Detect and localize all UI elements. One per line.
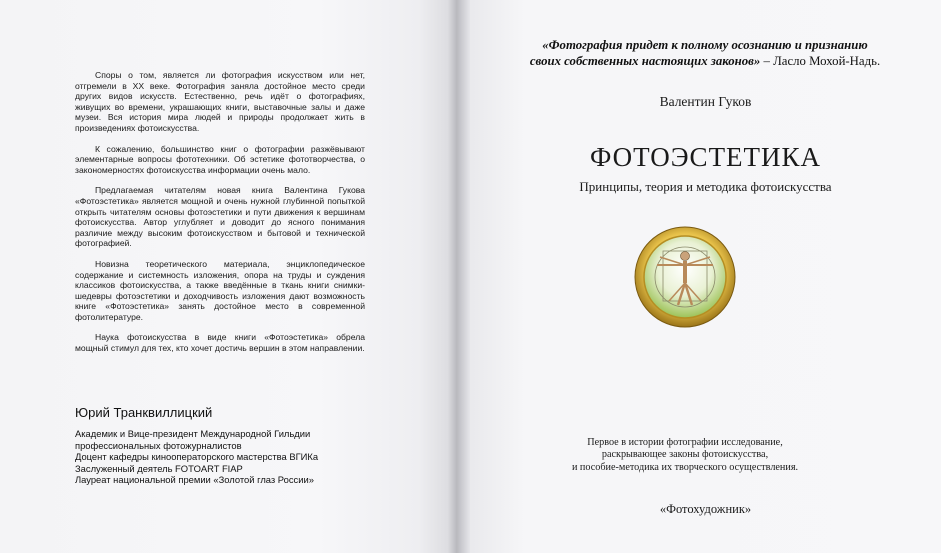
credential-line: Заслуженный деятель FOTOART FIAP (75, 462, 243, 474)
foreword-paragraph: Наука фотоискусства в виде книги «Фотоэстетика» обрела мощный стимул для тех, кто хочет достичь вершин в этом направлении. (75, 332, 365, 354)
credential-line: Доцент кафедры кинооператорского мастерства ВГИКа (75, 451, 319, 463)
blurb-line: Первое в истории фотографии исследование, (587, 437, 783, 448)
foreword-text (75, 70, 365, 364)
foreword-paragraph: Споры о том, является ли фотография искусством или нет, отгремели в XX веке. Фотография заняла достойное место среди других видов искусств. Естественно, речь идёт о фотографиях, живущих во времени, украшающих книги, выставочные залы и даже музеи. Вся история мира людей и природы продолжает жить в произведениях фотоискусства. (75, 70, 365, 133)
book-author: Валентин Гуков (659, 94, 752, 109)
foreword-author-name: Юрий Транквиллицкий (75, 405, 213, 420)
epigraph-attribution: – Ласло Мохой-Надь. (760, 54, 881, 68)
credential-line: Академик и Вице-президент Международной Гильдии (75, 428, 311, 439)
foreword-paragraph: К сожалению, большинство книг о фотографии разжёвывают элементарные вопросы фототехники. Об эстетике фототворчества, о закономерностях фотоискусства информации очень мало. (75, 143, 365, 175)
foreword-paragraph: Предлагаемая читателям новая книга Валентина Гукова «Фотоэстетика» является мощной и очень нужной глубинной попыткой открыть читателям основы фотоэстетики и пути движения к вершинам фотоискусства. Автор углубляет и доводит до ясного понимания различие между высоким фотоискусством и бытовой и технической фотографией. (75, 185, 365, 249)
book-blurb (520, 437, 850, 474)
credential-line: профессиональных фотожурналистов (75, 439, 242, 451)
epigraph-line: «Фотография придет к полному осознанию и признанию (542, 38, 868, 52)
vitruvian-man-emblem (633, 225, 737, 329)
foreword-paragraph: Новизна теоретического материала, энциклопедическое содержание и системность изложения, опора на труды и суждения классиков фотоискусства, а также введённые в ткань книги снимки-шедевры фотоэстетики и доходчивость изложения дают возможность книге «Фотоэстетика» занять достойное место в современной фотолитературе. (75, 258, 365, 322)
book-title: ФОТОЭСТЕТИКА (589, 142, 822, 172)
epigraph (490, 37, 920, 69)
book-gutter (448, 0, 470, 553)
epigraph-line: своих собственных настоящих законов» (529, 54, 761, 68)
publisher: «Фотохудожник» (659, 502, 752, 516)
blurb-line: раскрывающее законы фотоискусства, (601, 449, 769, 461)
book-subtitle: Принципы, теория и методика фотоискусства (579, 179, 832, 194)
blurb-line: и пособие-методика их творческого осуществления. (571, 461, 799, 473)
author-credentials (75, 428, 395, 486)
credential-line: Лауреат национальной премии «Золотой глаз России» (75, 474, 314, 486)
